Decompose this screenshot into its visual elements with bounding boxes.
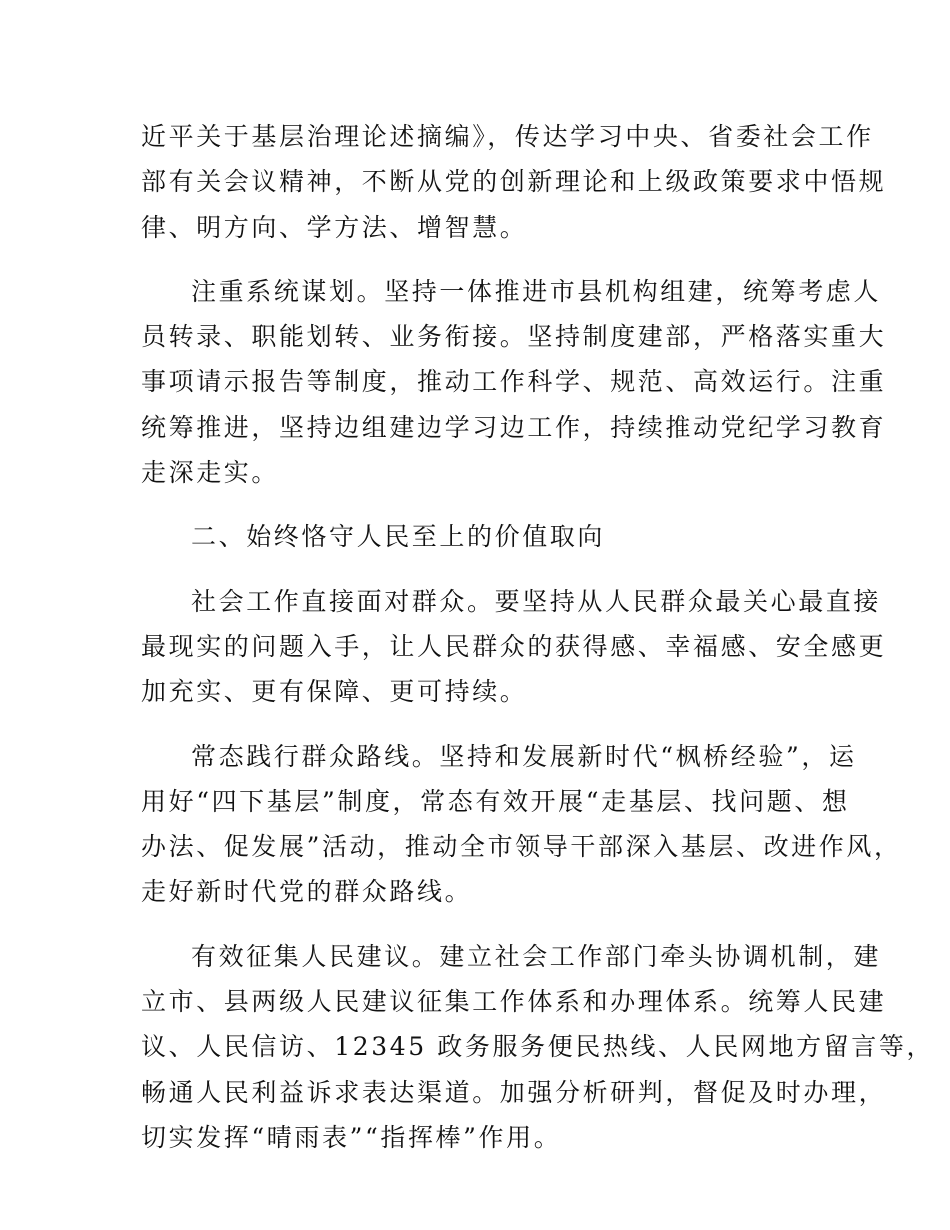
- text-line: 立市、县两级人民建议征集工作体系和办理体系。统筹人民建: [141, 987, 887, 1017]
- paragraph-gap: [141, 915, 813, 934]
- document-body: [141, 114, 935, 1160]
- text-line: 切实发挥“晴雨表”“指挥棒”作用。: [141, 1122, 562, 1152]
- text-line: 常态践行群众路线。坚持和发展新时代“枫桥经验”，运: [191, 741, 857, 771]
- paragraph-systematic-planning: [141, 269, 887, 495]
- text-line: 加充实、更有保障、更可持续。: [141, 677, 528, 707]
- text-line: 议、人民信访、12345 政务服务便民热线、人民网地方留言等，: [141, 1032, 935, 1062]
- paragraph-continuation: [141, 114, 887, 250]
- text-line: 部有关会议精神，不断从党的创新理论和上级政策要求中悟规: [141, 167, 887, 197]
- paragraph-gap: [141, 715, 813, 734]
- text-line: 最现实的问题入手，让人民群众的获得感、幸福感、安全感更: [141, 631, 887, 661]
- paragraph-gap: [141, 495, 813, 514]
- text-line: 员转录、职能划转、业务衔接。坚持制度建部，严格落实重大: [141, 322, 887, 352]
- text-line: 近平关于基层治理论述摘编》，传达学习中央、省委社会工作: [141, 122, 874, 151]
- heading-line: 二、始终恪守人民至上的价值取向: [191, 522, 606, 552]
- text-line: 社会工作直接面对群众。要坚持从人民群众最关心最直接: [191, 586, 882, 616]
- paragraph-people-suggestions: [141, 934, 935, 1160]
- section-heading: [141, 514, 813, 559]
- paragraph-gap: [141, 250, 813, 269]
- text-line: 律、明方向、学方法、增智慧。: [141, 212, 528, 242]
- text-line: 有效征集人民建议。建立社会工作部门牵头协调机制，建: [191, 941, 882, 971]
- text-line: 走深走实。: [141, 458, 280, 488]
- text-line: 畅通人民利益诉求表达渠道。加强分析研判，督促及时办理，: [141, 1077, 887, 1107]
- paragraph-mass-line: [141, 734, 902, 915]
- paragraph-gap: [141, 560, 813, 579]
- text-line: 事项请示报告等制度，推动工作科学、规范、高效运行。注重: [141, 367, 887, 397]
- text-line: 走好新时代党的群众路线。: [141, 877, 473, 907]
- text-line: 注重系统谋划。坚持一体推进市县机构组建，统筹考虑人: [191, 276, 882, 306]
- paragraph-face-the-masses: [141, 579, 887, 715]
- text-line: 用好“四下基层”制度，常态有效开展“走基层、找问题、想: [141, 786, 850, 816]
- text-line: 统筹推进，坚持边组建边学习边工作，持续推动党纪学习教育: [141, 412, 887, 442]
- text-line: 办法、促发展”活动，推动全市领导干部深入基层、改进作风，: [141, 832, 902, 862]
